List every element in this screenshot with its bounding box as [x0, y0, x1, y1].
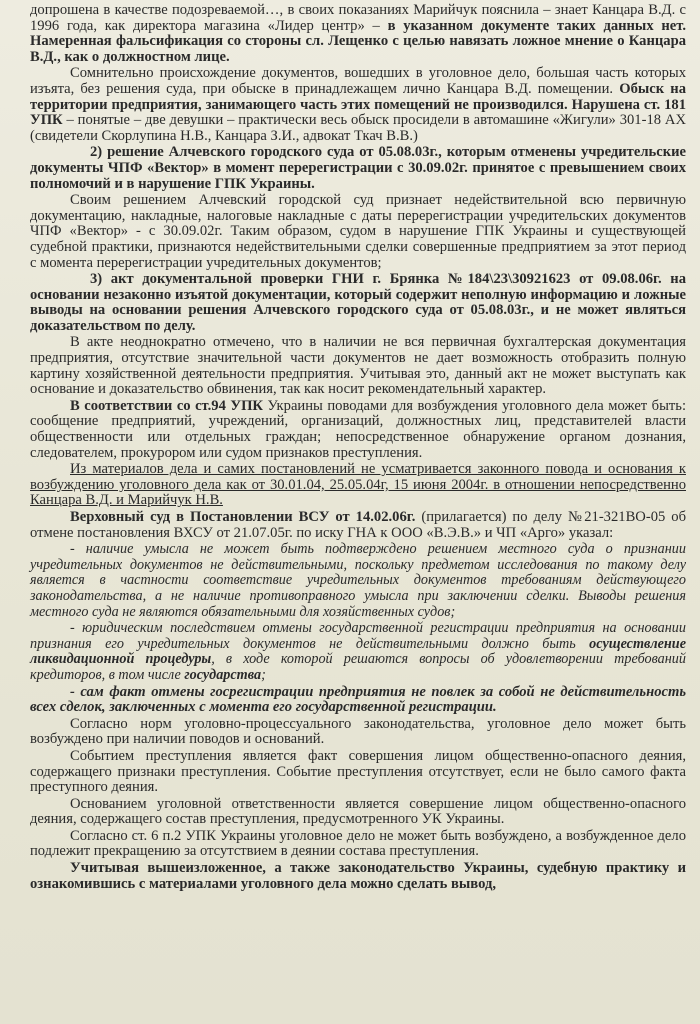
- text-run: – понятые – две девушки – практически весь обыск просидели в автомашине «Жигули» 301-18 АХ (свидетели Скорлупина Н.В., Канцара З.И., адвокат Ткач В.В.): [30, 112, 686, 144]
- text-run: , в ходе которой решаются вопросы об удовлетворении требований кредиторов, в том числе: [30, 651, 686, 683]
- quoted-paragraph: - наличие умысла не может быть подтверждено решением местного суда о признании учредительных документов не действительными, поскольку предметом исследования по такому делу является в частности соответствие учредительных документов требованиям действующего законодательства, а не наличие противоправного умысла при заключении сделки. Выводы решения местного суда не являются обязательными для хозяйственных судов;: [30, 541, 686, 620]
- paragraph: [30, 399, 686, 461]
- paragraph: Согласно норм уголовно-процессуального законодательства, уголовное дело может быть возбуждено при наличии поводов и оснований.: [30, 715, 686, 748]
- bold-text-run: Верховный суд в Постановлении ВСУ от 14.02.06г.: [70, 509, 416, 525]
- conclusion-paragraph: Учитывая вышеизложенное, а также законодательство Украины, судебную практику и ознакомившись с материалами уголовного дела можно сделать вывод,: [30, 860, 686, 892]
- paragraph: В акте неоднократно отмечено, что в наличии не вся первичная бухгалтерская документация предприятия, отсутствие значительной части документов не дает возможность отобразить полную картину хозяйственной деятельности предприятия. Учитывая это, данный акт не может выступать как основание и доказательство обвинения, так как носит рекомендательный характер.: [30, 334, 686, 398]
- underlined-paragraph: Из материалов дела и самих постановлений не усматривается законного повода и основания к возбуждению уголовного дела как от 30.01.04, 25.05.04г, 15 июня 2004г. в отношении непосредственно Канцара В.Д. и Марийчук Н.В.: [30, 461, 686, 509]
- paragraph: Своим решением Алчевский городской суд признает недействительной всю первичную документацию, накладные, налоговые накладные с даты перерегистрации учредительских документов ЧПФ «Вектор» - с 30.09.02г. Таким образом, судом в нарушение ГПК Украины и существующей судебной практики, признаются недействительными сделки совершенные предприятием за этот период с момента перерегистрации учредительных документов;: [30, 192, 686, 271]
- bold-text-run: государства: [184, 666, 262, 683]
- paragraph: Основанием уголовной ответственности является совершение лицом общественно-опасного деяния, содержащего состав преступления, предусмотренного УК Украины.: [30, 795, 686, 828]
- paragraph: [30, 3, 686, 65]
- bold-text-run: осуществление ликвидационной процедуры: [30, 635, 686, 668]
- quoted-paragraph: [30, 621, 686, 683]
- bold-text-run: Обыск на территории предприятия, занимающего часть этих помещений не производился. Нарушена ст. 181 УПК: [30, 80, 686, 129]
- quoted-paragraph-bold: - сам факт отмены госрегистрации предприятия не повлек за собой не действительность всех сделок, заключенных с момента его государственной регистрации.: [30, 683, 686, 716]
- paragraph: [30, 66, 686, 144]
- text-run: - юридическим последствием отмены государственной регистрации предприятия на основании признания его учредительных документов не действительными должно быть: [30, 620, 686, 652]
- document-body: [30, 3, 686, 892]
- bold-text-run: в указанном документе таких данных нет. Намеренная фальсификация со стороны сл. Лещенко с целью навязать ложное мнение о Канцара В.Д., как о должностном лице.: [30, 17, 686, 65]
- text-run: (прилагается) по делу №21-321ВО-05 об отмене постановления ВХСУ от 21.07.05г. по иску ГНА к ООО «В.Э.В.» и ЧП «Арго» указал:: [30, 509, 686, 541]
- text-run: допрошена в качестве подозреваемой…, в своих показаниях Марийчук пояснила – знает Канцара В.Д. с 1996 года, как директора магазина «Лидер центр» –: [30, 2, 686, 34]
- numbered-point-3: 3) акт документальной проверки ГНИ г. Брянка №184\23\30921623 от 09.08.06г. на основании незаконно изъятой документации, который содержит неполную информацию и ложные выводы на основании решения Алчевского городского суда от 05.08.03г., и не может являться доказательством по делу.: [30, 271, 686, 334]
- text-run: Украины поводами для возбуждения уголовного дела может быть: сообщение предприятий, учреждений, организаций, должностных лиц, представителей власти общественности или отдельных граждан; непосредственное обнаружение органом дознания, следователем, прокурором или судом признаков преступления.: [30, 397, 686, 461]
- paragraph: Согласно ст. 6 п.2 УПК Украины уголовное дело не может быть возбуждено, а возбужденное дело подлежит прекращению за отсутствием в деянии состава преступления.: [30, 827, 686, 860]
- paragraph: [30, 510, 686, 541]
- bold-text-run: В соответствии со ст.94 УПК: [70, 397, 264, 414]
- numbered-point-2: 2) решение Алчевского городского суда от 05.08.03г., которым отменены учредительские документы ЧПФ «Вектор» в момент перерегистрации с 30.09.02г. принятое с превышением своих полномочий и в нарушение ГПК Украины.: [30, 144, 686, 192]
- text-run: Сомнительно происхождение документов, вошедших в уголовное дело, большая часть которых изъята, без решения суда, при обыске в принадлежащем лично Канцара В.Д. помещении.: [30, 65, 686, 97]
- text-run: ;: [261, 666, 266, 683]
- paragraph: Событием преступления является факт совершения лицом общественно-опасного деяния, содержащего признаки преступления. Событие преступления отсутствует, если не было самого факта преступного деяния.: [30, 747, 686, 796]
